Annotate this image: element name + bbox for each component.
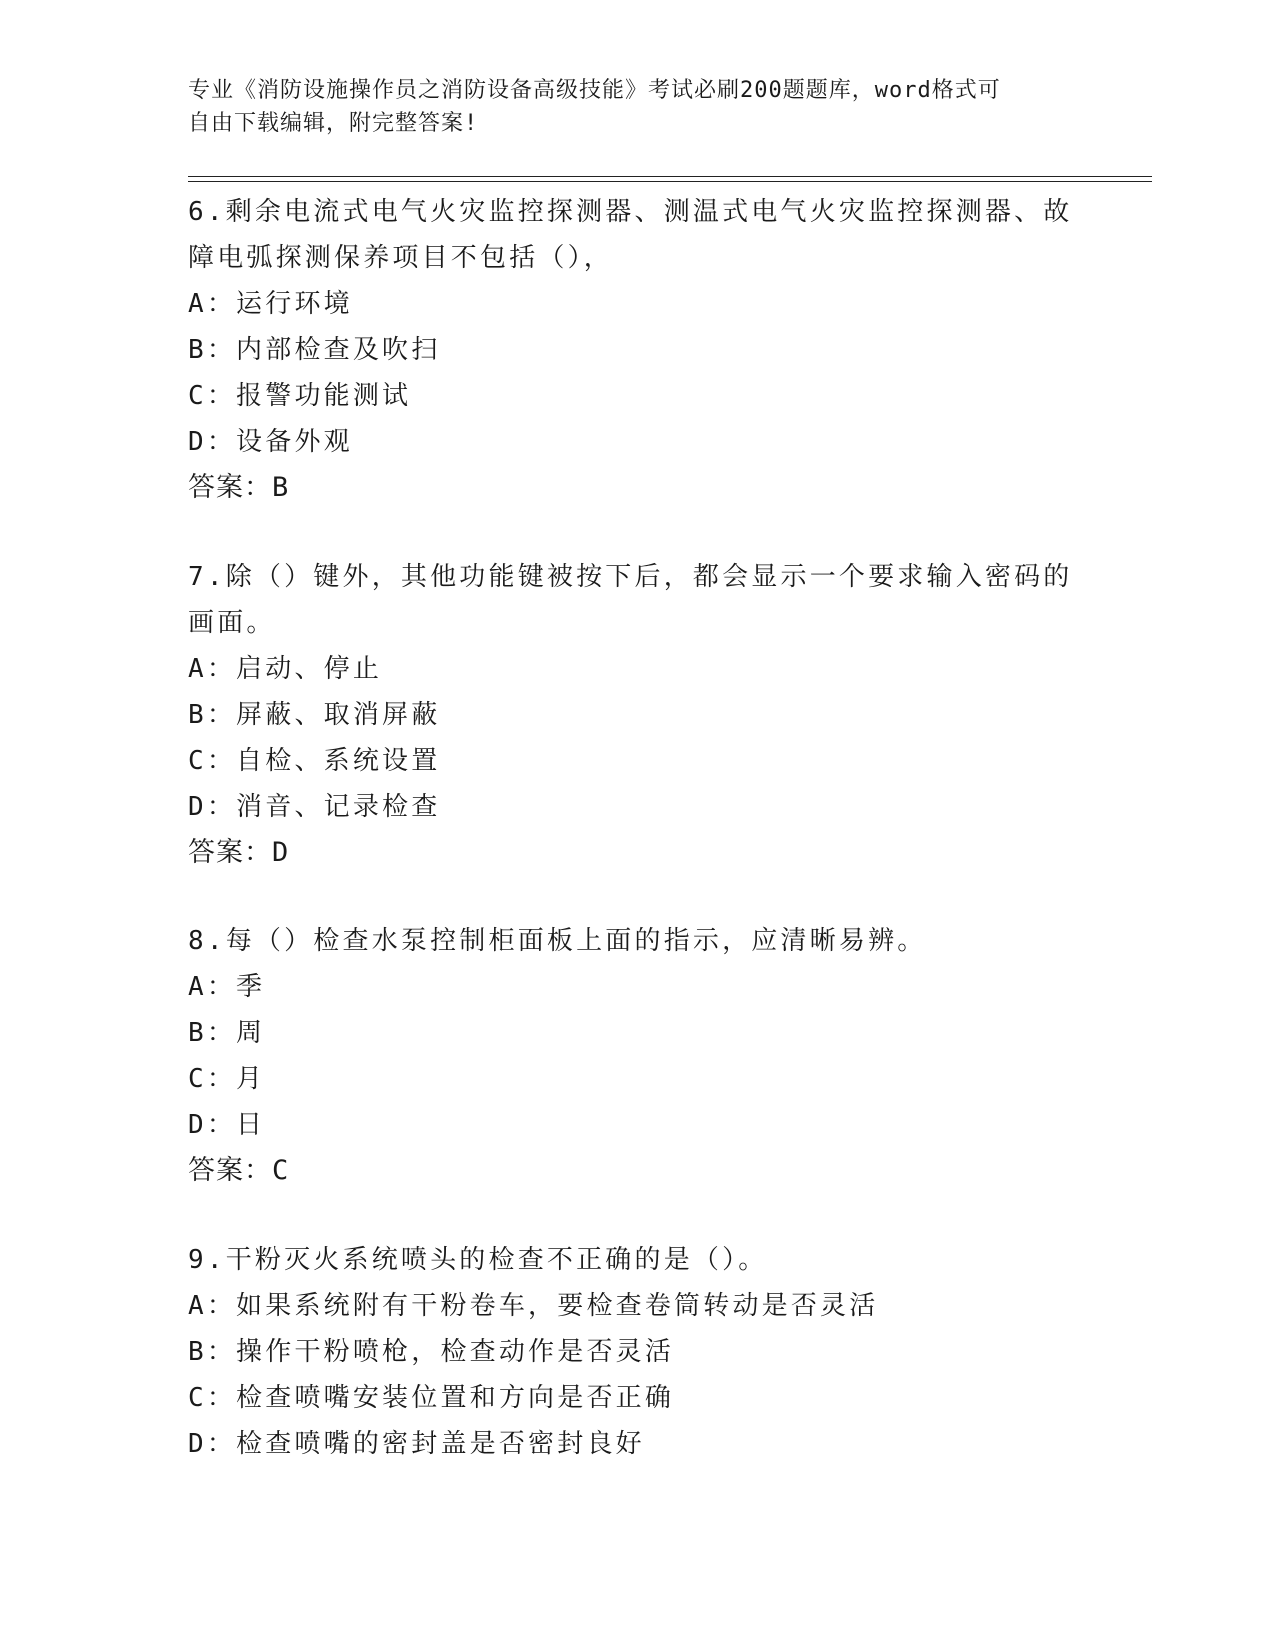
option-c: C：检查喷嘴安装位置和方向是否正确 (188, 1383, 675, 1413)
option-d: D：消音、记录检查 (188, 792, 441, 822)
option-b: B：周 (188, 1018, 266, 1048)
option-d: D：日 (188, 1110, 266, 1140)
option-c: C：自检、系统设置 (188, 746, 441, 776)
header-divider-bottom (188, 181, 1152, 182)
header-line-1: 专业《消防设施操作员之消防设备高级技能》考试必刷200题题库，word格式可 (188, 78, 1001, 103)
option-c: C：报警功能测试 (188, 381, 412, 411)
option-c: C：月 (188, 1064, 266, 1094)
question-stem-line: 6.剩余电流式电气火灾监控探测器、测温式电气火灾监控探测器、故 (188, 197, 1073, 227)
option-b: B：内部检查及吹扫 (188, 335, 441, 365)
question-6 (188, 189, 1073, 511)
question-stem-line: 7.除（）键外，其他功能键被按下后，都会显示一个要求输入密码的 (188, 562, 1073, 592)
question-stem-line: 9.干粉灭火系统喷头的检查不正确的是（）。 (188, 1245, 768, 1275)
header-divider-top (188, 176, 1152, 177)
answer-line: 答案：D (188, 837, 290, 868)
option-a: A：启动、停止 (188, 654, 383, 684)
answer-line: 答案：C (188, 1155, 290, 1186)
question-9 (188, 1237, 1068, 1467)
option-d: D：设备外观 (188, 427, 353, 457)
option-b: B：屏蔽、取消屏蔽 (188, 700, 441, 730)
option-a: A：如果系统附有干粉卷车，要检查卷筒转动是否灵活 (188, 1291, 879, 1321)
option-d: D：检查喷嘴的密封盖是否密封良好 (188, 1429, 645, 1459)
answer-line: 答案：B (188, 472, 290, 503)
header-line-2: 自由下载编辑，附完整答案! (188, 111, 479, 136)
option-b: B：操作干粉喷枪，检查动作是否灵活 (188, 1337, 675, 1367)
question-stem-line: 画面。 (188, 608, 276, 638)
document-header (188, 74, 1068, 140)
question-stem-line: 8.每（）检查水泵控制柜面板上面的指示，应清晰易辨。 (188, 926, 927, 956)
question-8 (188, 918, 1068, 1194)
question-7 (188, 554, 1073, 876)
option-a: A：季 (188, 972, 266, 1002)
question-stem-line: 障电弧探测保养项目不包括（）， (188, 243, 614, 273)
option-a: A：运行环境 (188, 289, 353, 319)
